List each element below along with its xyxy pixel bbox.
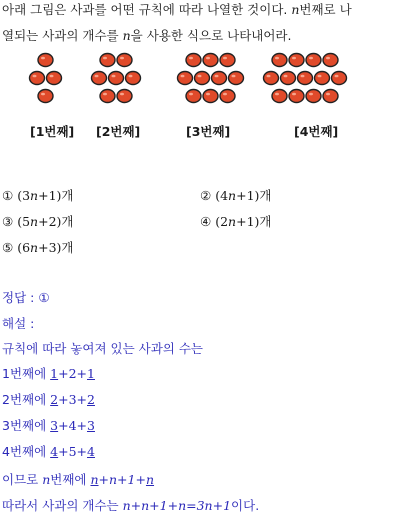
apple-icon — [281, 72, 296, 85]
variable-n: n — [122, 28, 131, 43]
solution-label: 해설 : — [2, 316, 35, 331]
solution-row-2: 2번째에 2+3+2 — [2, 392, 95, 407]
choice-2[interactable]: ② (4n+1)개 — [200, 188, 272, 203]
solution-final: 따라서 사과의 개수는 n+n+1+n=3n+1이다. — [2, 498, 260, 513]
caption-2: [2번째] — [96, 124, 141, 139]
apple-icon — [186, 90, 201, 103]
apple-icon — [323, 54, 338, 67]
choice-3[interactable]: ③ (5n+2)개 — [2, 214, 74, 229]
apple-icon — [100, 54, 115, 67]
apple-icon — [195, 72, 210, 85]
apple-icon — [109, 72, 124, 85]
choice-5[interactable]: ⑤ (6n+3)개 — [2, 240, 74, 255]
choice-4[interactable]: ④ (2n+1)개 — [200, 214, 272, 229]
choice-number: ③ — [2, 214, 14, 229]
apple-icon — [178, 72, 193, 85]
apple-icon — [298, 72, 313, 85]
question-line-2 — [2, 28, 291, 44]
choice-number: ⑤ — [2, 240, 14, 255]
apple-icon — [47, 72, 62, 85]
apple-icon — [289, 90, 304, 103]
apple-icon — [264, 72, 279, 85]
answer-label: 정답 : — [2, 290, 39, 305]
solution-row-3: 3번째에 3+4+3 — [2, 418, 95, 433]
answer-value: ① — [38, 290, 50, 305]
solution-rule: 규칙에 따라 놓여져 있는 사과의 수는 — [2, 341, 203, 356]
apple-icon — [220, 54, 235, 67]
apple-icon — [186, 54, 201, 67]
choice-number: ① — [2, 188, 14, 203]
caption-4: [4번째] — [294, 124, 339, 139]
apple-icon — [126, 72, 141, 85]
apple-pattern-figure — [0, 50, 400, 120]
apple-icon — [100, 90, 115, 103]
caption-1: [1번째] — [30, 124, 75, 139]
apple-icon — [332, 72, 347, 85]
answer-line — [2, 290, 50, 306]
question-text-2: 열되는 사과의 개수를 — [2, 28, 123, 43]
choice-number: ② — [200, 188, 212, 203]
apple-icon — [117, 54, 132, 67]
solution-row-1: 1번째에 1+2+1 — [2, 366, 95, 381]
caption-3: [3번째] — [186, 124, 231, 139]
apple-icon — [38, 54, 53, 67]
choice-1[interactable]: ① (3n+1)개 — [2, 188, 74, 203]
question-line-1 — [2, 2, 352, 18]
apple-icon — [212, 72, 227, 85]
solution-general: 이므로 n번째에 n+n+1+n — [2, 472, 155, 487]
question-text-1-end: 번째로 나 — [299, 2, 352, 17]
apple-icon — [220, 90, 235, 103]
question-text-2-end: 을 사용한 식으로 나타내어라. — [130, 28, 292, 43]
apple-icon — [30, 72, 45, 85]
apple-icon — [229, 72, 244, 85]
apple-icon — [38, 90, 53, 103]
apple-icon — [272, 90, 287, 103]
apple-icon — [117, 90, 132, 103]
choice-number: ④ — [200, 214, 212, 229]
apple-icon — [306, 54, 321, 67]
apple-icon — [323, 90, 338, 103]
apple-icon — [315, 72, 330, 85]
apple-icon — [92, 72, 107, 85]
variable-n: n — [291, 2, 300, 17]
question-text-1: 아래 그림은 사과를 어떤 규칙에 따라 나열한 것이다. — [2, 2, 292, 17]
apple-icon — [289, 54, 304, 67]
apple-icon — [203, 90, 218, 103]
apple-icon — [203, 54, 218, 67]
solution-row-4: 4번째에 4+5+4 — [2, 444, 95, 459]
apple-icon — [272, 54, 287, 67]
apple-icon — [306, 90, 321, 103]
